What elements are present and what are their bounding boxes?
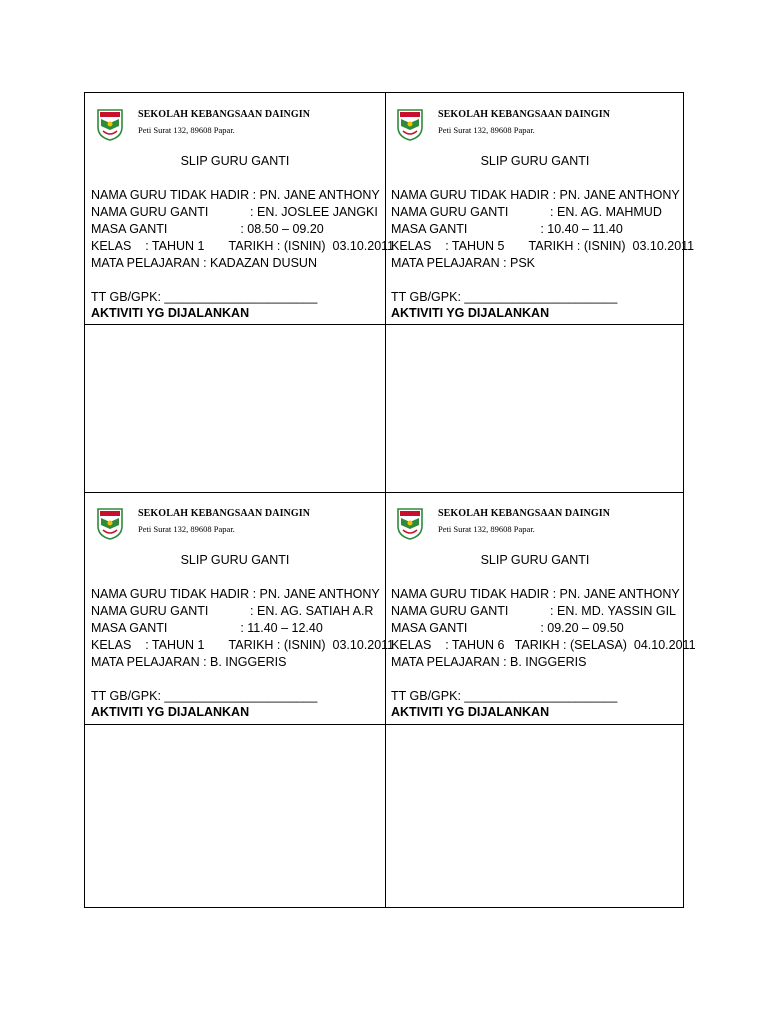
- row-divider-3: [85, 724, 683, 725]
- class-date-line: KELAS : TAHUN 1 TARIKH : (ISNIN) 03.10.2011: [91, 239, 395, 253]
- absent-teacher-line: NAMA GURU TIDAK HADIR : PN. JANE ANTHONY: [391, 587, 680, 601]
- school-crest-icon: [97, 508, 123, 540]
- school-crest-icon: [397, 109, 423, 141]
- school-address: Peti Surat 132, 89608 Papar.: [138, 125, 235, 135]
- slip-title: SLIP GURU GANTI: [480, 154, 590, 168]
- school-name: SEKOLAH KEBANGSAAN DAINGIN: [138, 109, 311, 120]
- absent-teacher-line: NAMA GURU TIDAK HADIR : PN. JANE ANTHONY: [391, 188, 680, 202]
- subject-line: MATA PELAJARAN : B. INGGERIS: [91, 655, 287, 669]
- substitute-teacher-line: NAMA GURU GANTI : EN. MD. YASSIN GIL: [391, 604, 677, 618]
- activity-heading: AKTIVITI YG DIJALANKAN: [391, 306, 550, 320]
- substitute-teacher-line: NAMA GURU GANTI : EN. AG. MAHMUD: [391, 205, 662, 219]
- time-line: MASA GANTI : 10.40 – 11.40: [391, 222, 623, 236]
- school-name: SEKOLAH KEBANGSAAN DAINGIN: [438, 508, 611, 519]
- school-crest-icon: [397, 508, 423, 540]
- subject-line: MATA PELAJARAN : KADAZAN DUSUN: [91, 256, 317, 270]
- signature-line: TT GB/GPK: ______________________: [91, 290, 318, 304]
- school-header: [397, 107, 677, 143]
- school-name: SEKOLAH KEBANGSAAN DAINGIN: [138, 508, 311, 519]
- signature-line: TT GB/GPK: ______________________: [91, 689, 318, 703]
- absent-teacher-line: NAMA GURU TIDAK HADIR : PN. JANE ANTHONY: [91, 587, 380, 601]
- slip-title: SLIP GURU GANTI: [180, 154, 290, 168]
- signature-line: TT GB/GPK: ______________________: [391, 689, 618, 703]
- school-header: [397, 506, 677, 542]
- row-divider-1: [85, 324, 683, 325]
- activity-heading: AKTIVITI YG DIJALANKAN: [91, 306, 250, 320]
- column-divider: [385, 93, 386, 907]
- school-crest-icon: [97, 109, 123, 141]
- row-divider-2: [85, 492, 683, 493]
- time-line: MASA GANTI : 08.50 – 09.20: [91, 222, 324, 236]
- class-date-line: KELAS : TAHUN 5 TARIKH : (ISNIN) 03.10.2011: [391, 239, 695, 253]
- school-header: [97, 107, 377, 143]
- slip-title: SLIP GURU GANTI: [180, 553, 290, 567]
- slip-title: SLIP GURU GANTI: [480, 553, 590, 567]
- subject-line: MATA PELAJARAN : PSK: [391, 256, 536, 270]
- school-name: SEKOLAH KEBANGSAAN DAINGIN: [438, 109, 611, 120]
- signature-line: TT GB/GPK: ______________________: [391, 290, 618, 304]
- substitute-teacher-line: NAMA GURU GANTI : EN. AG. SATIAH A.R: [91, 604, 374, 618]
- time-line: MASA GANTI : 09.20 – 09.50: [391, 621, 624, 635]
- activity-heading: AKTIVITI YG DIJALANKAN: [391, 705, 550, 719]
- subject-line: MATA PELAJARAN : B. INGGERIS: [391, 655, 587, 669]
- time-line: MASA GANTI : 11.40 – 12.40: [91, 621, 323, 635]
- school-address: Peti Surat 132, 89608 Papar.: [438, 125, 535, 135]
- school-address: Peti Surat 132, 89608 Papar.: [438, 524, 535, 534]
- absent-teacher-line: NAMA GURU TIDAK HADIR : PN. JANE ANTHONY: [91, 188, 380, 202]
- class-date-line: KELAS : TAHUN 6 TARIKH : (SELASA) 04.10.2011: [391, 638, 696, 652]
- school-header: [97, 506, 377, 542]
- substitute-teacher-line: NAMA GURU GANTI : EN. JOSLEE JANGKI: [91, 205, 378, 219]
- class-date-line: KELAS : TAHUN 1 TARIKH : (ISNIN) 03.10.2011: [91, 638, 395, 652]
- activity-heading: AKTIVITI YG DIJALANKAN: [91, 705, 250, 719]
- school-address: Peti Surat 132, 89608 Papar.: [138, 524, 235, 534]
- slip-sheet: [84, 92, 696, 908]
